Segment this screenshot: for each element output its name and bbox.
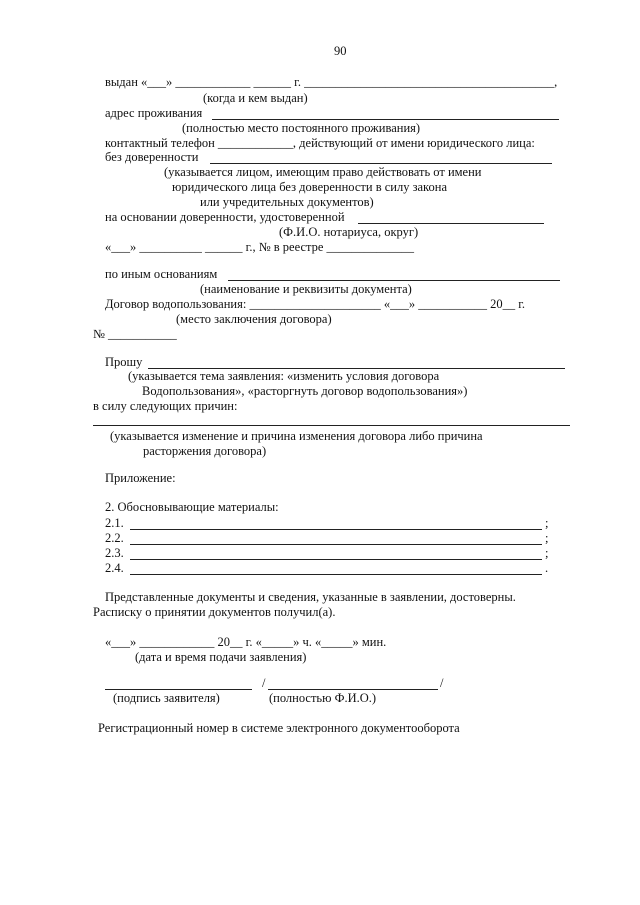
other-grounds-field-line[interactable] — [228, 280, 560, 281]
contract-caption: (место заключения договора) — [176, 312, 332, 326]
proxy-label: на основании доверенности, удостоверенной — [105, 210, 345, 224]
proxy-registry-line: «___» __________ ______ г., № в реестре ______________ — [105, 240, 415, 254]
no-proxy-caption-2: юридического лица без доверенности в силу закона — [172, 180, 447, 194]
other-grounds-label: по иным основаниям — [105, 267, 218, 281]
attachment-item-2-4-line[interactable] — [130, 574, 542, 575]
reasons-field-line[interactable] — [93, 425, 570, 426]
reasons-caption-2: расторжения договора) — [143, 444, 267, 458]
proxy-caption: (Ф.И.О. нотариуса, округ) — [279, 225, 419, 239]
attachment-item-2-4-end: . — [545, 561, 549, 575]
reasons-label: в силу следующих причин: — [93, 399, 238, 413]
no-proxy-caption-3: или учредительных документов) — [200, 195, 374, 209]
signature-slash-2: / — [440, 676, 444, 690]
attachment-item-2-1-line[interactable] — [130, 529, 542, 530]
contract-line: Договор водопользования: _____________________ «___» ___________ 20__ г. — [105, 297, 526, 311]
signature-caption: (подпись заявителя) — [113, 691, 220, 705]
statement-line-1: Представленные документы и сведения, указанные в заявлении, достоверны. — [105, 590, 516, 604]
no-proxy-field-line[interactable] — [210, 163, 552, 164]
attachment-item-2-3-line[interactable] — [130, 559, 542, 560]
attachment-label: Приложение: — [105, 471, 176, 485]
full-name-field-line[interactable] — [268, 689, 438, 690]
datetime-caption: (дата и время подачи заявления) — [135, 650, 307, 664]
phone-line: контактный телефон ____________, действующий от имени юридического лица: — [105, 136, 535, 150]
attachment-item-2-3-end: ; — [545, 546, 549, 560]
issued-line: выдан «___» ____________ ______ г. ________________________________________, — [105, 75, 558, 89]
request-caption-2: Водопользования», «расторгнуть договор водопользования») — [142, 384, 468, 398]
address-field-line[interactable] — [212, 119, 559, 120]
attachment-item-2-1: 2.1. — [105, 516, 124, 530]
no-proxy-caption-1: (указывается лицом, имеющим право действовать от имени — [164, 165, 482, 179]
materials-title: 2. Обосновывающие материалы: — [105, 500, 279, 514]
proxy-field-line[interactable] — [358, 223, 544, 224]
address-caption: (полностью место постоянного проживания) — [182, 121, 421, 135]
no-proxy-label: без доверенности — [105, 150, 199, 164]
signature-field-line[interactable] — [105, 689, 252, 690]
contract-number: № ___________ — [93, 327, 177, 341]
request-label: Прошу — [105, 355, 143, 369]
attachment-item-2-1-end: ; — [545, 516, 549, 530]
signature-slash-1: / — [262, 676, 266, 690]
attachment-item-2-4: 2.4. — [105, 561, 124, 575]
datetime-line: «___» ____________ 20__ г. «_____» ч. «_____» мин. — [105, 635, 387, 649]
attachment-item-2-2-end: ; — [545, 531, 549, 545]
statement-line-2: Расписку о принятии документов получил(а). — [93, 605, 336, 619]
page-number: 90 — [334, 44, 347, 58]
other-grounds-caption: (наименование и реквизиты документа) — [200, 282, 412, 296]
full-name-caption: (полностью Ф.И.О.) — [269, 691, 377, 705]
request-caption-1: (указывается тема заявления: «изменить условия договора — [128, 369, 440, 383]
address-label: адрес проживания — [105, 106, 203, 120]
registration-number-label: Регистрационный номер в системе электронного документооборота — [98, 721, 460, 735]
reasons-caption-1: (указывается изменение и причина изменения договора либо причина — [110, 429, 483, 443]
attachment-item-2-2: 2.2. — [105, 531, 124, 545]
issued-caption: (когда и кем выдан) — [203, 91, 308, 105]
attachment-item-2-3: 2.3. — [105, 546, 124, 560]
attachment-item-2-2-line[interactable] — [130, 544, 542, 545]
